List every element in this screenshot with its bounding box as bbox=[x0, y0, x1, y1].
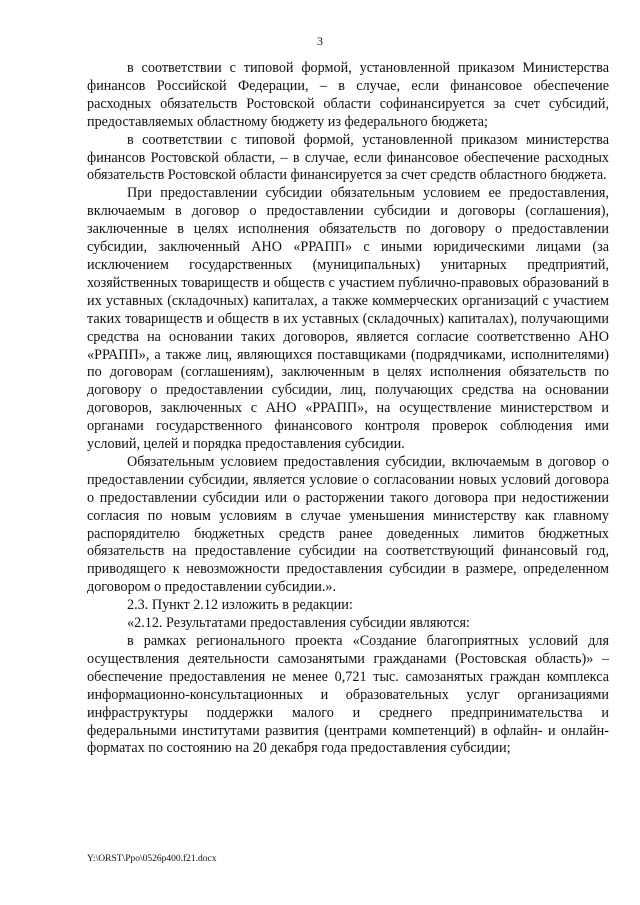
document-body bbox=[87, 60, 609, 758]
paragraph: Обязательным условием предоставления субсидии, включаемым в договор о предоставлении субсидии, является условие о согласовании новых условий договора о предоставлении субсидии или о расторжении такого договора при недостижении согласия по новым условиям в случае уменьшения министерству как главному распорядителю бюджетных средств ранее доведенных лимитов бюджетных обязательств на предоставление субсидии на соответствующий финансовый год, приводящего к невозможности предоставления субсидии в размере, определенном договором о предоставлении субсидии.». bbox=[87, 453, 609, 596]
paragraph: в соответствии с типовой формой, установленной приказом Министерства финансов Российской Федерации, – в случае, если финансовое обеспечение расходных обязательств Ростовской области софинансируется за счет субсидий, предоставляемых областному бюджету из федерального бюджета; bbox=[87, 60, 609, 130]
paragraph: в рамках регионального проекта «Создание благоприятных условий для осуществления деятельности самозанятыми гражданами (Ростовская область)» – обеспечение предоставления не менее 0,721 тыс. самозанятых граждан комплекса информационно-консультационных и образовательных услуг организациями инфраструктуры поддержки малого и среднего предпринимательства и федеральными институтами развития (центрами компетенций) в офлайн- и онлайн-форматах по состоянию на 20 декабря года предоставления субсидии; bbox=[87, 633, 609, 757]
paragraph: 2.3. Пункт 2.12 изложить в редакции: bbox=[127, 597, 353, 614]
page-number: 3 bbox=[317, 34, 323, 48]
paragraph: в соответствии с типовой формой, установленной приказом министерства финансов Ростовской области, – в случае, если финансовое обеспечение расходных обязательств Ростовской области финансируется за счет средств областного бюджета. bbox=[87, 131, 609, 184]
paragraph: При предоставлении субсидии обязательным условием ее предоставления, включаемым в договор о предоставлении субсидии и договоры (соглашения), заключенные в целях исполнения обязательств по договору о предоставлении субсидии, заключенный АНО «РРАПП» с иными юридическими лицами (за исключением государственных (муниципальных) унитарных предприятий, хозяйственных товариществ и обществ с участием публично-правовых образований в их уставных (складочных) капиталах, а также коммерческих организаций с участием таких товариществ и обществ в их уставных (складочных) капиталах), получающими средства на основании таких договоров, является согласие соответственно АНО «РРАПП», а также лиц, являющихся поставщиками (подрядчиками, исполнителями) по договорам (соглашениям), заключенным в целях исполнения обязательств по договору о предоставлении субсидии, лиц, получающих средства на основании договоров, заключенных с АНО «РРАПП», на осуществление министерством и органами государственного финансового контроля проверок соблюдения ими условий, целей и порядка предоставления субсидии. bbox=[87, 185, 609, 453]
paragraph: «2.12. Результатами предоставления субсидии являются: bbox=[127, 615, 470, 632]
file-path-footer: Y:\ORST\Ppo\0526p400.f21.docx bbox=[87, 854, 217, 864]
